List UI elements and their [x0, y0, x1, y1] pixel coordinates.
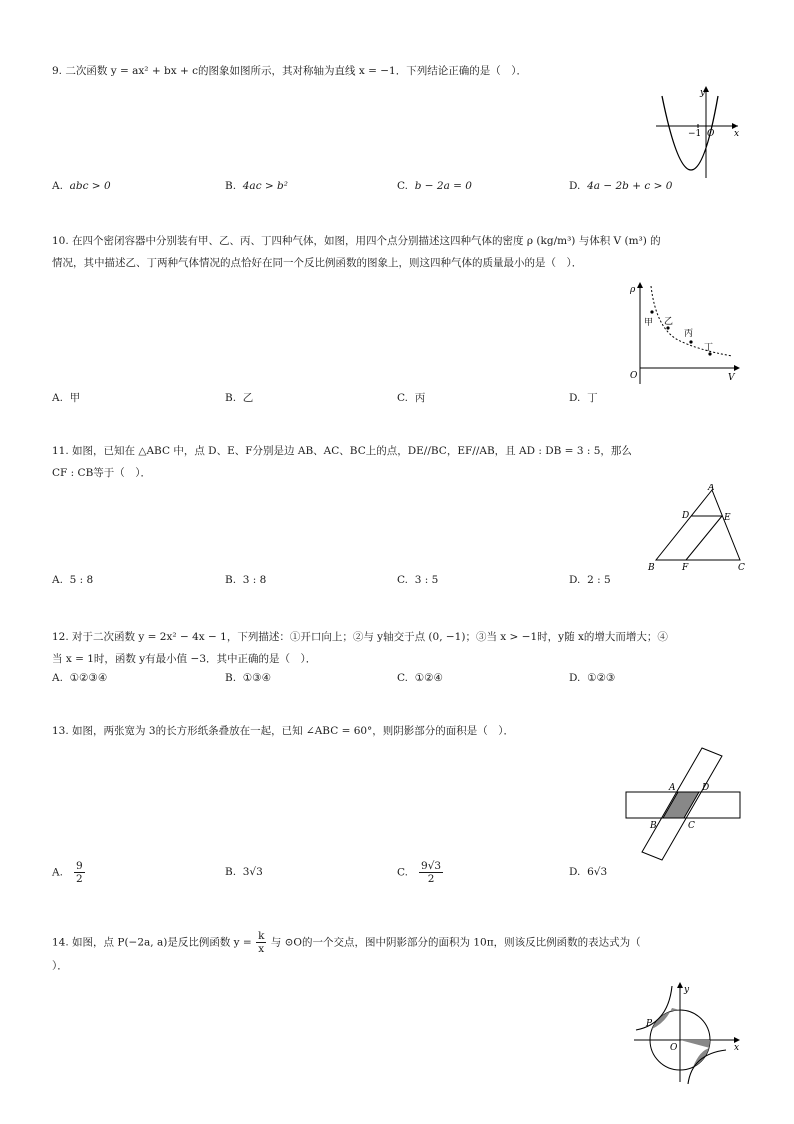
vertex-label-a: A: [708, 484, 715, 493]
axis-label-y: y: [700, 88, 706, 98]
option-b[interactable]: B. 3√3: [225, 866, 263, 878]
option-c[interactable]: C. ①②④: [397, 672, 443, 684]
point-label-p: P: [646, 1019, 653, 1029]
question-stem: [52, 930, 742, 977]
question-text-line2: 当 x = 1时，函数 y有最小值 −3．其中正确的是（ ）．: [52, 653, 317, 665]
option-b[interactable]: B. 4ac > b²: [225, 180, 288, 192]
tick-label-minus-1: −1: [688, 129, 702, 139]
origin-label: O: [670, 1043, 678, 1053]
point-label-yi: 乙: [664, 317, 674, 327]
option-d[interactable]: D. ①②③: [569, 672, 616, 684]
origin-label: O: [630, 371, 638, 381]
question-stem: [52, 60, 742, 82]
option-d[interactable]: D. 6√3: [569, 866, 608, 878]
question-text-line2: 情况，其中描述乙、丁两种气体情况的点恰好在同一个反比例函数的图象上，则这四种气体的质量最小的是（ ）．: [52, 257, 583, 269]
vertex-label-e: E: [724, 513, 731, 523]
option-a[interactable]: A. abc > 0: [52, 180, 111, 192]
fraction: $\frac{9}{2}$: [75, 860, 83, 885]
question-text-line1: 如图，已知在 △ABC 中，点 D、E、F分别是边 AB、AC、BC上的点，DE//BC，EF//AB，且 AD : DB = 3 : 5，那么: [72, 445, 632, 457]
axis-label-rho: ρ: [630, 285, 636, 295]
option-b[interactable]: B. 3 : 8: [225, 574, 267, 586]
vertex-label-c: C: [738, 563, 745, 573]
fraction: $\frac{9√3}{2}$: [421, 860, 442, 885]
question-text-line2: ）．: [52, 960, 68, 972]
question-text-post: 与 ⊙O的一个交点，图中阴影部分的面积为 10π，则该反比例函数的表达式为（: [270, 936, 641, 949]
question-text: 二次函数 y = ax² + bx + c的图象如图所示，其对称轴为直线 x = −1．下列结论正确的是（ ）．: [65, 65, 527, 77]
origin-label: O: [707, 129, 715, 139]
option-a[interactable]: A. ①②③④: [52, 672, 108, 684]
option-c[interactable]: C. $\frac{9√3}{2}$: [397, 860, 442, 885]
option-c[interactable]: C. b − 2a = 0: [397, 180, 472, 192]
point-label-bing: 丙: [684, 329, 694, 339]
axis-label-y: y: [684, 985, 690, 995]
question-number: 12.: [52, 631, 69, 643]
option-b[interactable]: B. 乙: [225, 392, 254, 404]
vertex-label-c: C: [688, 821, 695, 831]
vertex-label-b: B: [650, 821, 657, 831]
question-text-line1: 对于二次函数 y = 2x² − 4x − 1，下列描述：①开口向上；②与 y轴交于点 (0, −1)；③当 x > −1时，y随 x的增大而增大；④: [72, 631, 668, 643]
triangle-figure: [644, 484, 748, 574]
question-number: 11.: [52, 445, 69, 457]
paper-strips-figure: [622, 744, 744, 864]
option-d[interactable]: D. 丁: [569, 392, 598, 404]
axis-label-v: V: [728, 373, 735, 383]
vertex-label-d: D: [702, 783, 710, 793]
option-b[interactable]: B. ①③④: [225, 672, 271, 684]
vertex-label-a: A: [669, 783, 676, 793]
question-stem: [52, 440, 742, 484]
question-text-pre: 如图，点 P(−2a, a)是反比例函数 y =: [72, 936, 252, 949]
option-d[interactable]: D. 4a − 2b + c > 0: [569, 180, 673, 192]
option-d[interactable]: D. 2 : 5: [569, 574, 611, 586]
axis-label-x: x: [734, 1043, 740, 1053]
option-a[interactable]: A. $\frac{9}{2}$: [52, 860, 83, 885]
vertex-label-b: B: [648, 563, 655, 573]
question-number: 14.: [52, 936, 69, 949]
parabola-figure: [652, 84, 744, 180]
circle-hyperbola-figure: [630, 980, 746, 1084]
vertex-label-d: D: [682, 511, 690, 521]
question-stem: [52, 720, 742, 742]
option-a[interactable]: A. 5 : 8: [52, 574, 94, 586]
question-stem: [52, 626, 742, 670]
question-number: 9.: [52, 65, 63, 77]
question-number: 13.: [52, 725, 69, 737]
option-c[interactable]: C. 3 : 5: [397, 574, 439, 586]
option-a[interactable]: A. 甲: [52, 392, 81, 404]
point-label-ding: 丁: [704, 343, 714, 353]
point-label-jia: 甲: [644, 318, 654, 328]
fraction-k-over-x: $\frac{k}{x}$: [258, 930, 265, 955]
density-volume-figure: [618, 280, 744, 386]
question-text-line1: 在四个密闭容器中分别装有甲、乙、丙、丁四种气体，如图，用四个点分别描述这四种气体的密度 ρ (kg/m³) 与体积 V (m³) 的: [72, 235, 661, 247]
question-text-line2: CF : CB等于（ ）．: [52, 467, 152, 479]
question-number: 10.: [52, 235, 69, 247]
axis-label-x: x: [734, 129, 740, 139]
question-stem: [52, 230, 742, 274]
question-text: 如图，两张宽为 3的长方形纸条叠放在一起，已知 ∠ABC = 60°，则阴影部分的面积是（ ）．: [72, 725, 515, 737]
option-c[interactable]: C. 丙: [397, 392, 426, 404]
vertex-label-f: F: [682, 563, 689, 573]
